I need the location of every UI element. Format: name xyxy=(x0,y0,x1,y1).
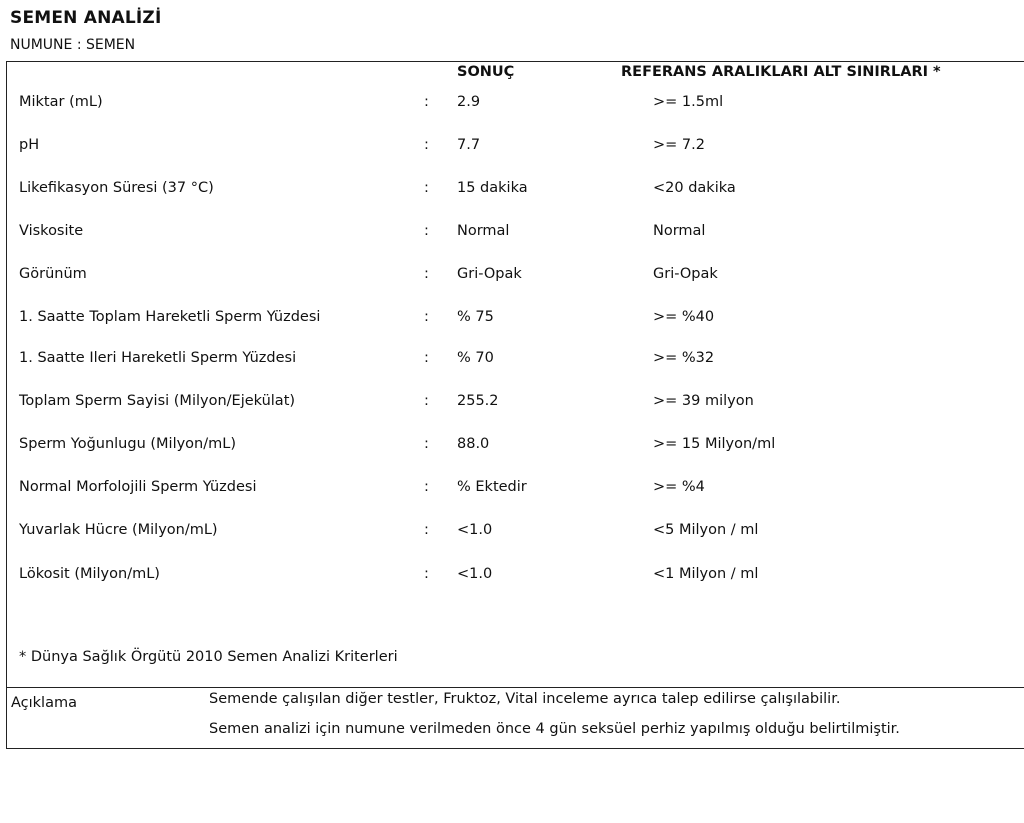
result-row xyxy=(0,180,1024,200)
reference-range: Normal xyxy=(653,223,706,239)
test-label: Miktar (mL) xyxy=(19,94,103,110)
test-result: Gri-Opak xyxy=(457,266,522,282)
separator: : xyxy=(424,393,429,409)
notes-divider xyxy=(6,687,1024,688)
separator: : xyxy=(424,94,429,110)
test-result: 15 dakika xyxy=(457,180,528,196)
test-label: Yuvarlak Hücre (Milyon/mL) xyxy=(19,522,218,538)
sample-type: NUMUNE : SEMEN xyxy=(10,37,136,53)
reference-range: >= 15 Milyon/ml xyxy=(653,436,776,452)
reference-range: >= 1.5ml xyxy=(653,94,724,110)
test-result: Normal xyxy=(457,223,510,239)
result-row xyxy=(0,566,1024,586)
result-row xyxy=(0,393,1024,413)
test-result: % 70 xyxy=(457,350,494,366)
reference-range: >= %32 xyxy=(653,350,715,366)
test-result: 2.9 xyxy=(457,94,481,110)
reference-range: >= 39 milyon xyxy=(653,393,754,409)
reference-range: >= %40 xyxy=(653,309,715,325)
test-label: pH xyxy=(19,137,40,153)
test-result: <1.0 xyxy=(457,566,493,582)
test-label: Toplam Sperm Sayisi (Milyon/Ejekülat) xyxy=(19,393,296,409)
note-line: Semende çalışılan diğer testler, Fruktoz, Vital inceleme ayrıca talep edilirse çalışılabilir. xyxy=(209,691,841,707)
test-result: 7.7 xyxy=(457,137,481,153)
test-label: Viskosite xyxy=(19,223,84,239)
test-result: % 75 xyxy=(457,309,494,325)
test-label: 1. Saatte Toplam Hareketli Sperm Yüzdesi xyxy=(19,309,321,325)
separator: : xyxy=(424,436,429,452)
test-result: % Ektedir xyxy=(457,479,527,495)
reference-range: <20 dakika xyxy=(653,180,736,196)
test-result: <1.0 xyxy=(457,522,493,538)
test-label: Likefikasyon Süresi (37 °C) xyxy=(19,180,214,196)
test-label: Lökosit (Milyon/mL) xyxy=(19,566,160,582)
result-row xyxy=(0,436,1024,456)
notes-label: Açıklama xyxy=(11,695,77,711)
test-result: 255.2 xyxy=(457,393,499,409)
separator: : xyxy=(424,522,429,538)
reference-range: <1 Milyon / ml xyxy=(653,566,759,582)
test-result: 88.0 xyxy=(457,436,490,452)
test-label: Normal Morfolojili Sperm Yüzdesi xyxy=(19,479,257,495)
separator: : xyxy=(424,566,429,582)
reference-column-header: REFERANS ARALIKLARI ALT SINIRLARI * xyxy=(621,64,941,80)
result-row xyxy=(0,522,1024,542)
result-row xyxy=(0,479,1024,499)
test-label: Sperm Yoğunlugu (Milyon/mL) xyxy=(19,436,236,452)
result-row xyxy=(0,137,1024,157)
separator: : xyxy=(424,266,429,282)
reference-range: Gri-Opak xyxy=(653,266,718,282)
reference-range: <5 Milyon / ml xyxy=(653,522,759,538)
test-label: 1. Saatte Ileri Hareketli Sperm Yüzdesi xyxy=(19,350,297,366)
reference-range: >= 7.2 xyxy=(653,137,705,153)
separator: : xyxy=(424,350,429,366)
separator: : xyxy=(424,180,429,196)
report-title: SEMEN ANALİZİ xyxy=(10,8,162,28)
separator: : xyxy=(424,309,429,325)
result-row xyxy=(0,223,1024,243)
result-row xyxy=(0,309,1024,329)
reference-footnote: * Dünya Sağlık Örgütü 2010 Semen Analizi Kriterleri xyxy=(19,649,398,665)
separator: : xyxy=(424,223,429,239)
result-row xyxy=(0,350,1024,370)
test-label: Görünüm xyxy=(19,266,87,282)
result-column-header: SONUÇ xyxy=(457,64,515,80)
result-row xyxy=(0,266,1024,286)
result-row xyxy=(0,94,1024,114)
note-line: Semen analizi için numune verilmeden önce 4 gün seksüel perhiz yapılmış olduğu belirtilmiştir. xyxy=(209,721,900,737)
separator: : xyxy=(424,479,429,495)
separator: : xyxy=(424,137,429,153)
reference-range: >= %4 xyxy=(653,479,705,495)
